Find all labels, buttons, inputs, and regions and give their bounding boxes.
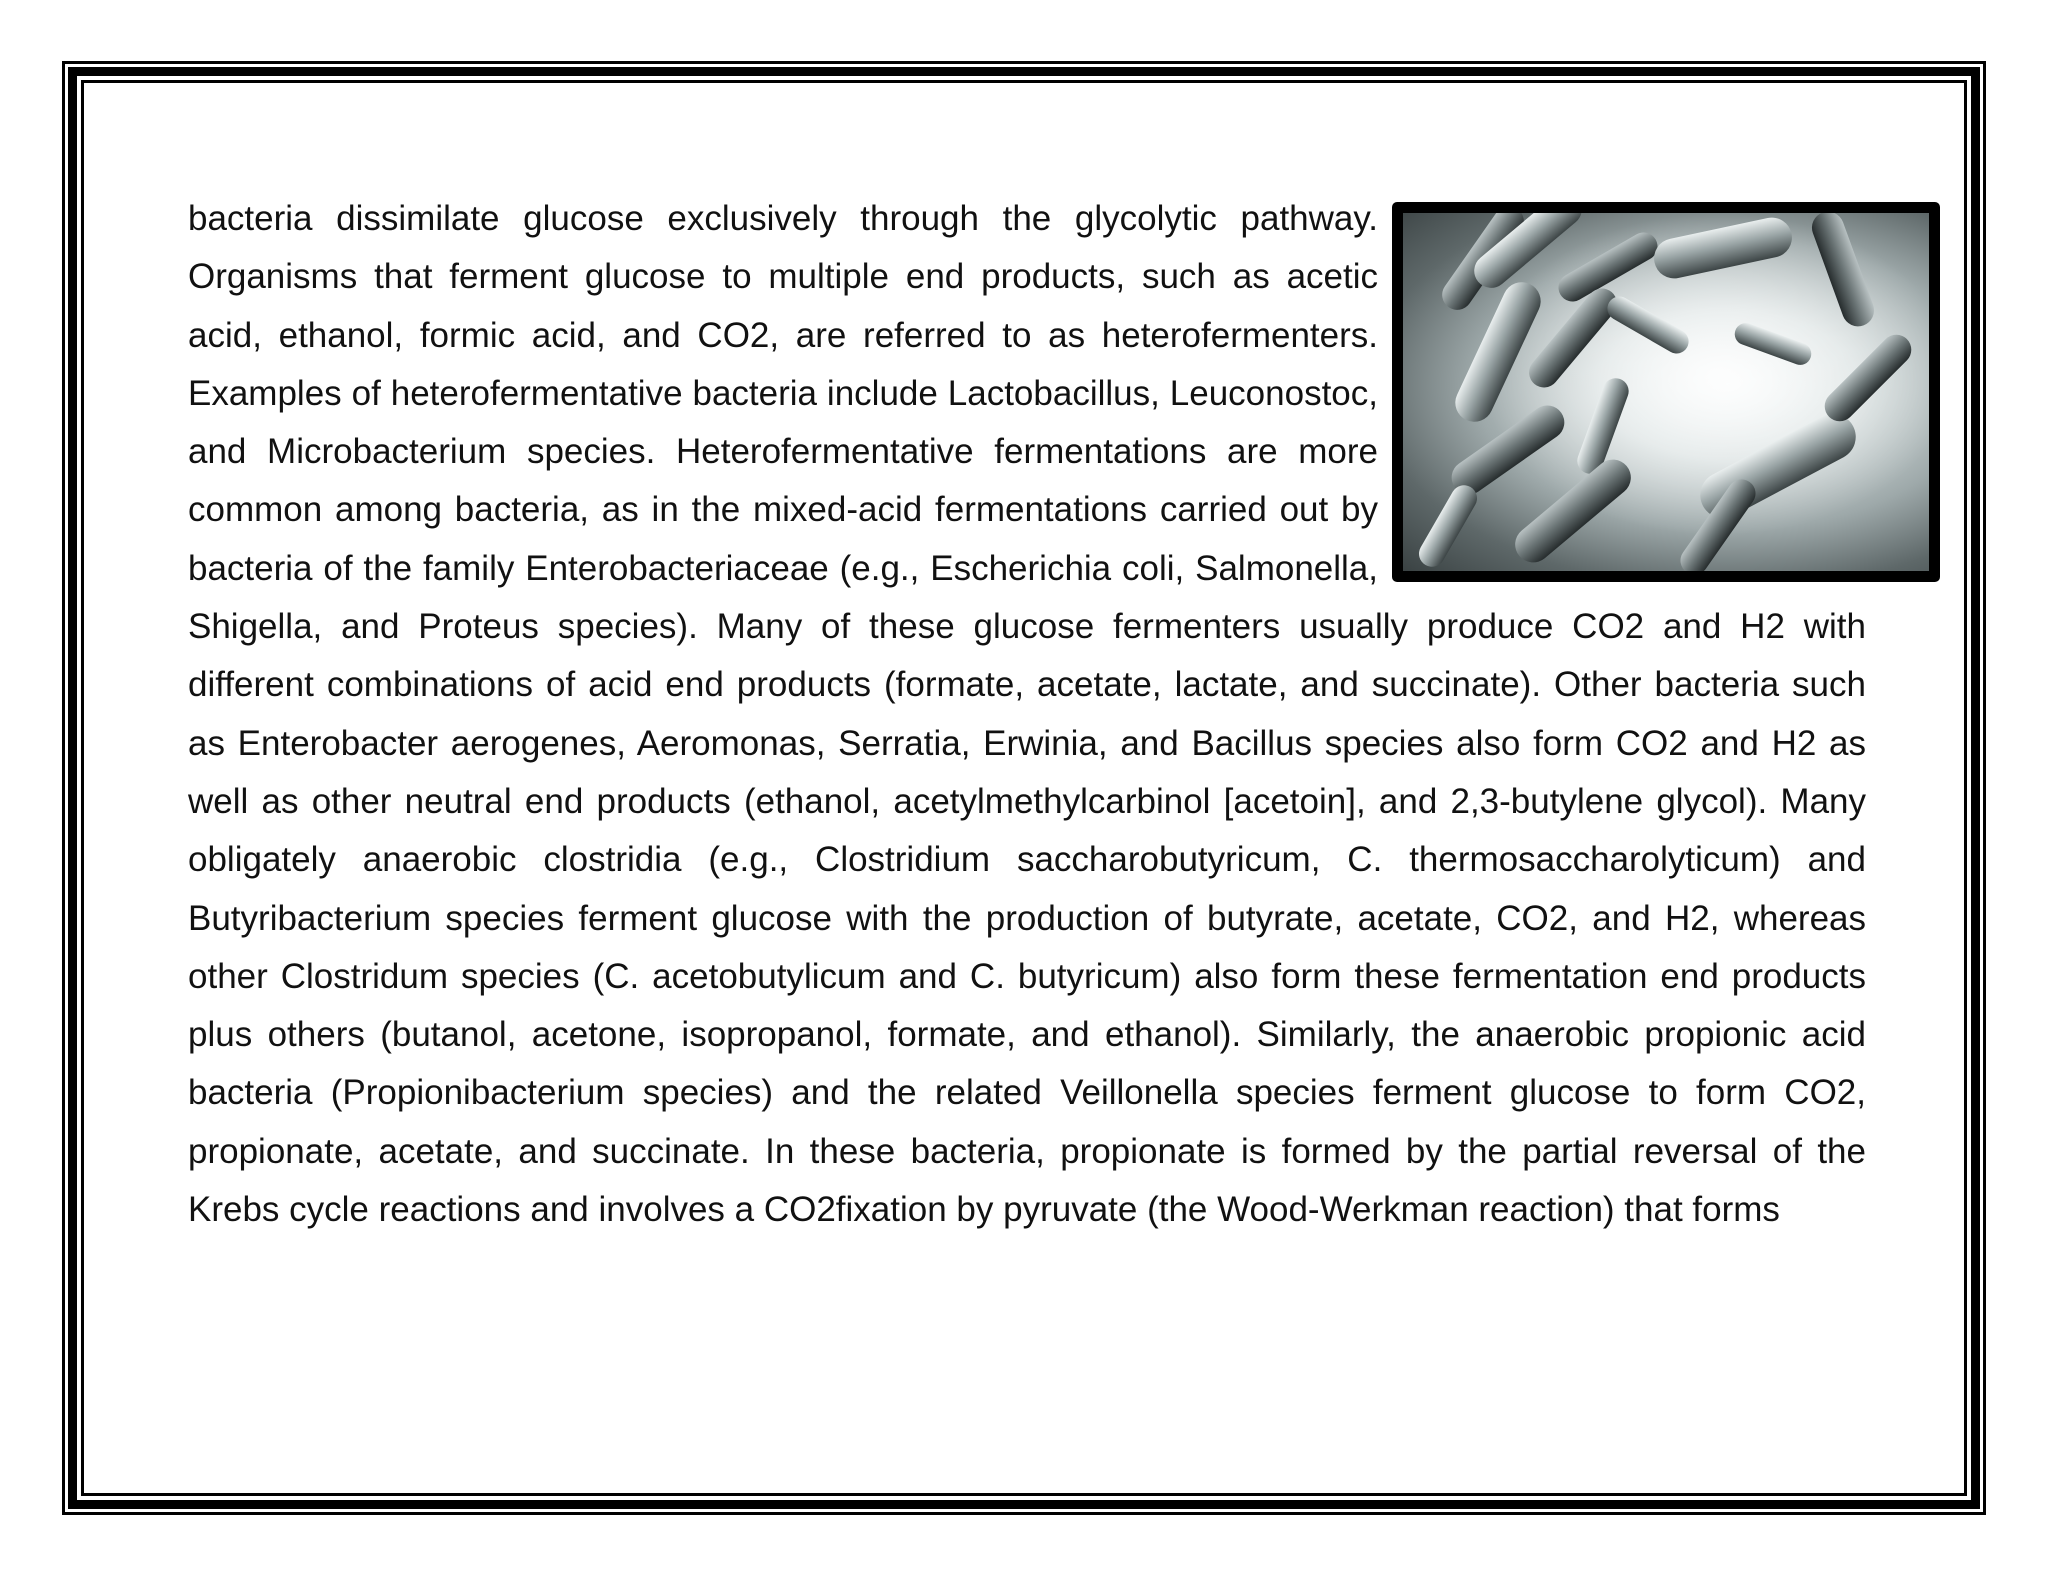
paragraph-line: other Clostridum species (C. acetobutylicum and C. butyricum) also (188, 956, 1272, 996)
paragraph-line: glucose fermenters usually produce CO2 and H2 with different combinations of acid end products (188, 607, 1866, 705)
paragraph-line: other neutral end products (ethanol, acetylmethylcarbinol [acetoin], and 2,3-butylene glycol). (311, 781, 1781, 821)
paragraph-line: bacteria, as in the mixed-acid fermentations carried out by bacteria of the family (188, 490, 1378, 588)
paragraph-line: acetate, and succinate. In these bacteria, propionate is formed by the partial reversal of the Krebs (188, 1131, 1866, 1230)
paragraph-line: Enterobacteriaceae (e.g., Escherichia coli, Salmonella, Shigella, and Proteus species). Many of these (188, 548, 1378, 647)
paragraph-line: glucose to multiple end products, such as acetic acid, ethanol, formic acid, and CO2, are referred to (188, 257, 1379, 355)
paragraph-line: (formate, acetate, lactate, and succinate). Other bacteria such as Enterobacter (188, 665, 1866, 763)
bacteria-micrograph-icon (1392, 202, 1940, 582)
paragraph-line: and Microbacterium species. Heterofermentative fermentations are more common among (188, 432, 1378, 530)
paragraph-line: cycle reactions and involves a CO2fixation by pyruvate (the Wood-Werkman reaction) that forms (289, 1190, 1780, 1230)
paragraph-line: thermosaccharolyticum) and Butyribacterium species ferment glucose (188, 840, 1866, 938)
paragraph-line: Many obligately anaerobic clostridia (e.g., Clostridium saccharobutyricum, C. (188, 781, 1867, 880)
paragraph-line: acid bacteria (Propionibacterium species) and the (188, 1015, 1866, 1113)
paragraph-line: bacteria dissimilate glucose exclusively through the glycolytic pathway. Organisms that ferment (188, 199, 1378, 297)
paragraph-line: as heterofermenters. Examples of heterofermentative bacteria include Lactobacillus, Leuconostoc, (188, 315, 1378, 413)
paragraph-line: related Veillonella species ferment glucose to form CO2, propionate, (188, 1073, 1866, 1171)
paragraph-line: form these fermentation end products plus others (butanol, acetone, (188, 956, 1866, 1055)
body-paragraph (188, 190, 1866, 1370)
paragraph-line: aerogenes, Aeromonas, Serratia, Erwinia, and Bacillus species also form CO2 and H2 as well as (188, 723, 1866, 821)
paragraph-line: isopropanol, formate, and ethanol). Similarly, the anaerobic propionic (681, 1015, 1802, 1055)
paragraph-line: with the production of butyrate, acetate, CO2, and H2, whereas (846, 898, 1867, 938)
